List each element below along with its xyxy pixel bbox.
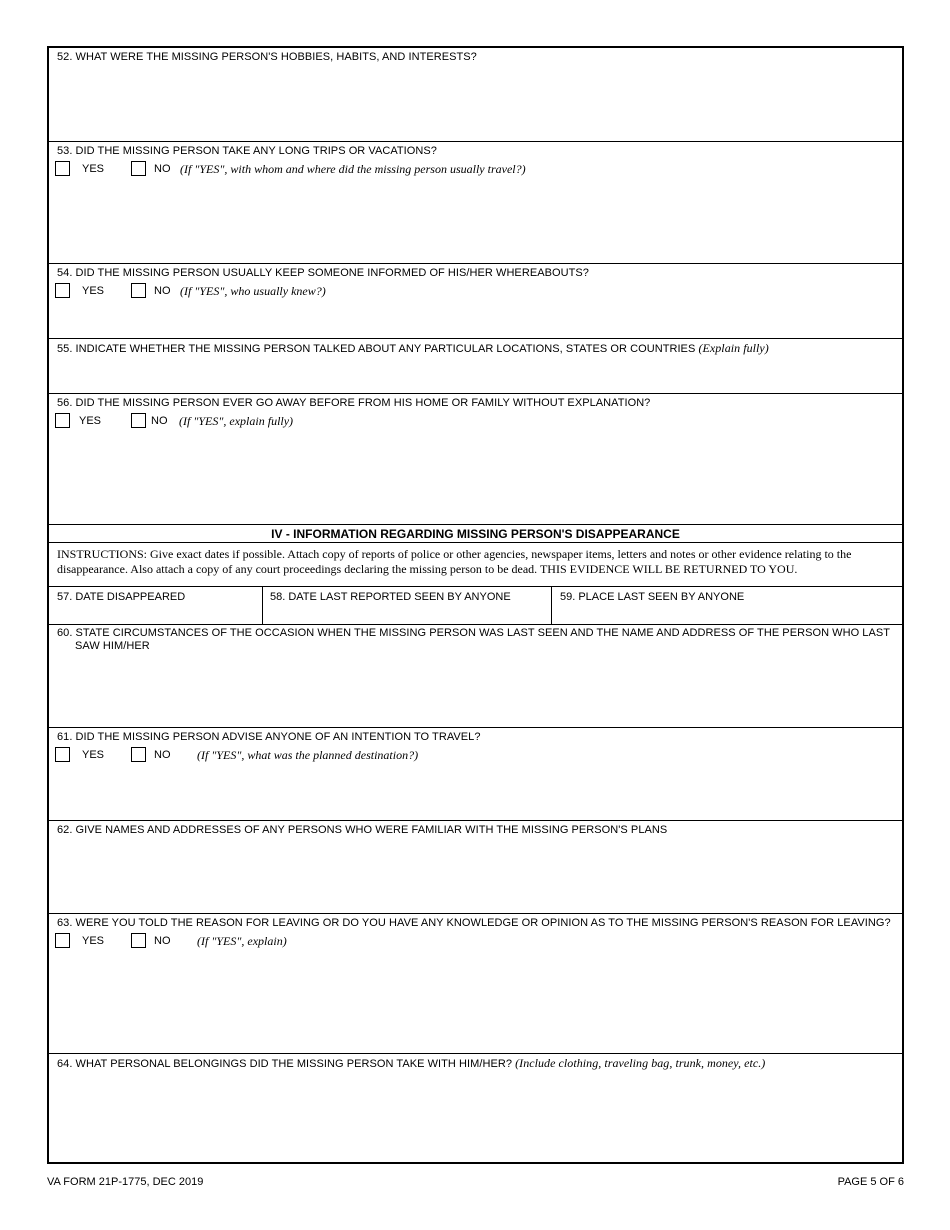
q64-section[interactable] [49, 1054, 902, 1162]
form-id: VA FORM 21P-1775, DEC 2019 [47, 1176, 204, 1188]
q53-yes-label: YES [82, 163, 105, 175]
q56-section[interactable] [49, 394, 902, 525]
q61-label: 61. DID THE MISSING PERSON ADVISE ANYONE OF AN INTENTION TO TRAVEL? [57, 731, 481, 743]
q53-label: 53. DID THE MISSING PERSON TAKE ANY LONG TRIPS OR VACATIONS? [57, 145, 437, 157]
q52-label: 52. WHAT WERE THE MISSING PERSON'S HOBBIES, HABITS, AND INTERESTS? [57, 51, 477, 63]
q60-section[interactable] [49, 625, 902, 728]
q53-section[interactable] [49, 142, 902, 264]
q63-yes-label: YES [82, 935, 105, 947]
q54-no-label: NO [154, 285, 171, 297]
q55-label-wrap [57, 342, 769, 356]
q61-note: (If "YES", what was the planned destination?) [197, 748, 419, 762]
q61-yes-label: YES [82, 749, 105, 761]
page-number: PAGE 5 OF 6 [837, 1176, 904, 1188]
q54-note: (If "YES", who usually knew?) [180, 284, 326, 298]
q55-label: 55. INDICATE WHETHER THE MISSING PERSON TALKED ABOUT ANY PARTICULAR LOCATIONS, STATES OR COUNTRIES [57, 343, 696, 355]
q59-field[interactable] [552, 605, 902, 623]
q54-no-checkbox[interactable] [131, 283, 146, 298]
q63-note: (If "YES", explain) [197, 934, 287, 948]
q60-label [57, 627, 890, 653]
q56-note: (If "YES", explain fully) [179, 414, 294, 428]
q53-no-label: NO [154, 163, 171, 175]
q55-note: (Explain fully) [698, 341, 769, 355]
q64-note: (Include clothing, traveling bag, trunk, money, etc.) [515, 1056, 766, 1070]
q57-field[interactable] [49, 605, 262, 623]
q57-label: 57. DATE DISAPPEARED [57, 591, 186, 603]
q61-yes-checkbox[interactable] [55, 747, 70, 762]
q61-section[interactable] [49, 728, 902, 821]
q54-yes-label: YES [82, 285, 105, 297]
q62-label: 62. GIVE NAMES AND ADDRESSES OF ANY PERSONS WHO WERE FAMILIAR WITH THE MISSING PERSON'S PLANS [57, 824, 668, 836]
instructions-section [49, 543, 902, 587]
q63-section[interactable] [49, 914, 902, 1054]
q63-yes-checkbox[interactable] [55, 933, 70, 948]
q63-no-checkbox[interactable] [131, 933, 146, 948]
q63-no-label: NO [154, 935, 171, 947]
q64-label-wrap [57, 1057, 765, 1071]
q59-label: 59. PLACE LAST SEEN BY ANYONE [560, 591, 745, 603]
dates-row [49, 587, 902, 625]
q54-section[interactable] [49, 264, 902, 339]
section-iv-header: IV - INFORMATION REGARDING MISSING PERSON'S DISAPPEARANCE [49, 525, 902, 543]
q56-yes-checkbox[interactable] [55, 413, 70, 428]
q53-note: (If "YES", with whom and where did the missing person usually travel?) [180, 162, 526, 176]
q61-no-checkbox[interactable] [131, 747, 146, 762]
q62-section[interactable] [49, 821, 902, 914]
q54-label: 54. DID THE MISSING PERSON USUALLY KEEP SOMEONE INFORMED OF HIS/HER WHEREABOUTS? [57, 267, 589, 279]
q58-field[interactable] [263, 605, 551, 623]
q58-label: 58. DATE LAST REPORTED SEEN BY ANYONE [270, 591, 511, 603]
q53-yes-checkbox[interactable] [55, 161, 70, 176]
instructions-text: INSTRUCTIONS: Give exact dates if possible. Attach copy of reports of police or other agencies, newspaper items, letters and notes or other evidence relating to the disappearance. Also attach a copy of any court proceedings declaring the missing person to be dead. THIS EVIDENCE WILL BE RETURNED TO YOU. [57, 547, 852, 576]
q56-no-label: NO [151, 415, 168, 427]
q53-no-checkbox[interactable] [131, 161, 146, 176]
q60-label-line2: SAW HIM/HER [75, 640, 150, 652]
form-page [47, 46, 904, 1164]
q56-label: 56. DID THE MISSING PERSON EVER GO AWAY BEFORE FROM HIS HOME OR FAMILY WITHOUT EXPLANATION? [57, 397, 651, 409]
q64-label: 64. WHAT PERSONAL BELONGINGS DID THE MISSING PERSON TAKE WITH HIM/HER? [57, 1058, 512, 1070]
q52-section[interactable] [49, 48, 902, 142]
q60-label-line1: 60. STATE CIRCUMSTANCES OF THE OCCASION WHEN THE MISSING PERSON WAS LAST SEEN AND THE NAME AND ADDRESS OF THE PERSON WHO LAST [57, 627, 891, 639]
q56-no-checkbox[interactable] [131, 413, 146, 428]
q56-yes-label: YES [79, 415, 102, 427]
q55-section[interactable] [49, 339, 902, 394]
q63-label: 63. WERE YOU TOLD THE REASON FOR LEAVING OR DO YOU HAVE ANY KNOWLEDGE OR OPINION AS TO THE MISSING PERSON'S REASON FOR LEAVING? [57, 917, 891, 929]
q54-yes-checkbox[interactable] [55, 283, 70, 298]
q61-no-label: NO [154, 749, 171, 761]
